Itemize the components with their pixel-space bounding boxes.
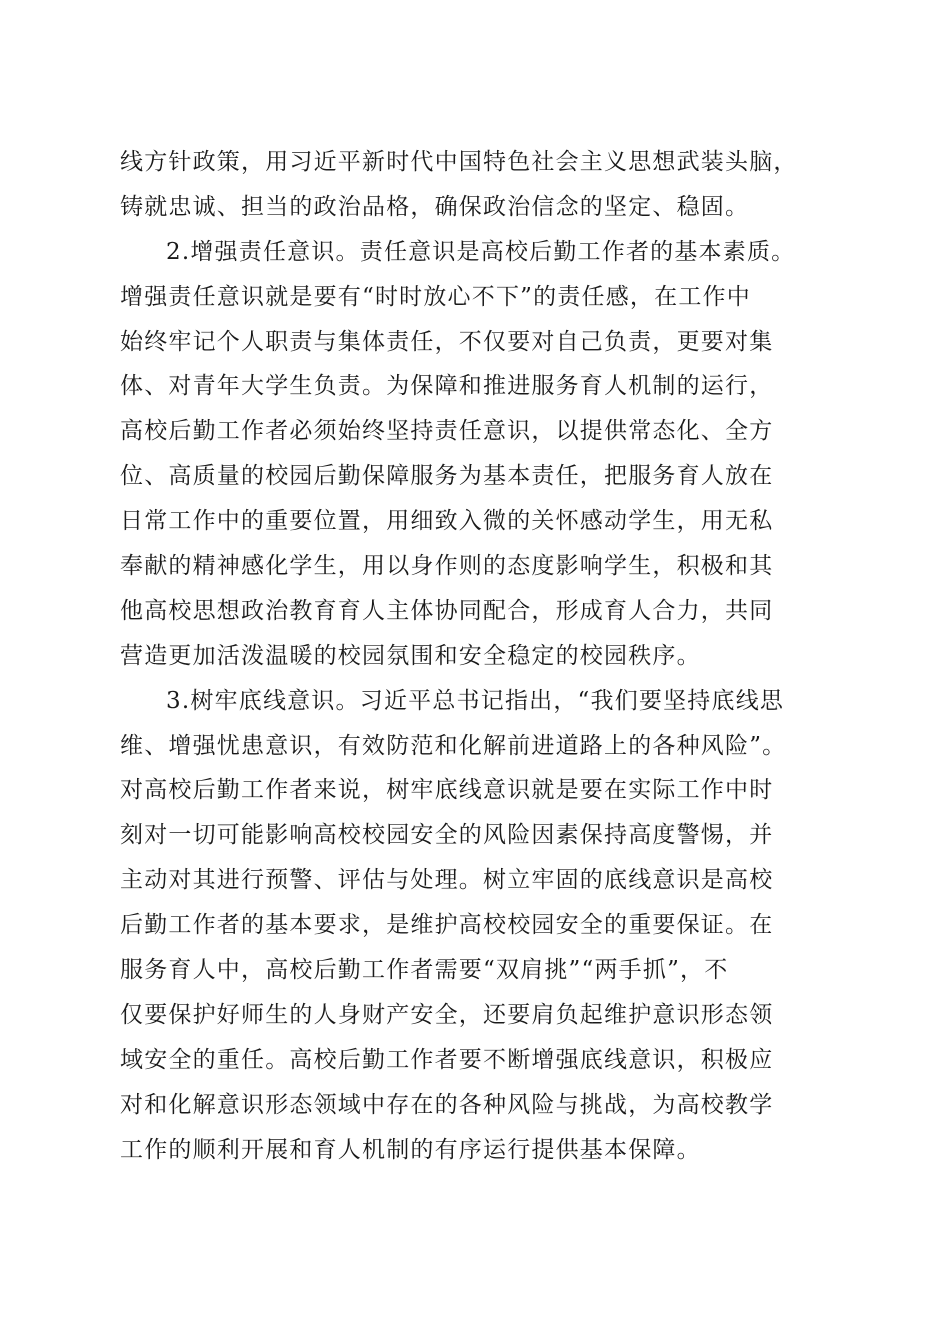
text-line: 增强责任意识就是要有“时时放心不下”的责任感，在工作中 xyxy=(120,283,751,310)
text-line: 位、高质量的校园后勤保障服务为基本责任，把服务育人放在 xyxy=(120,463,774,490)
text-line: 服务育人中，高校后勤工作者需要“双肩挑”“两手抓”，不 xyxy=(120,957,729,984)
text-line: 后勤工作者的基本要求，是维护高校校园安全的重要保证。在 xyxy=(120,912,774,939)
text-line: 体、对青年大学生负责。为保障和推进服务育人机制的运行， xyxy=(120,373,774,400)
text-line: 营造更加活泼温暖的校园氛围和安全稳定的校园秩序。 xyxy=(120,642,701,669)
section-heading-line: 2.增强责任意识。责任意识是高校后勤工作者的基本素质。 xyxy=(166,238,796,265)
text-line: 奉献的精神感化学生，用以身作则的态度影响学生，积极和其 xyxy=(120,553,774,580)
text-line: 铸就忠诚、担当的政治品格，确保政治信念的坚定、稳固。 xyxy=(120,193,750,220)
text-line: 始终牢记个人职责与集体责任，不仅要对自己负责，更要对集 xyxy=(120,328,774,355)
text-line: 线方针政策，用习近平新时代中国特色社会主义思想武装头脑， xyxy=(120,149,798,175)
body-text xyxy=(120,140,835,1172)
section-heading-line: 3.树牢底线意识。习近平总书记指出，“我们要坚持底线思 xyxy=(166,687,785,714)
text-line: 高校后勤工作者必须始终坚持责任意识，以提供常态化、全方 xyxy=(120,418,774,445)
text-line: 主动对其进行预警、评估与处理。树立牢固的底线意识是高校 xyxy=(120,867,774,894)
text-line: 他高校思想政治教育育人主体协同配合，形成育人合力，共同 xyxy=(120,597,774,624)
text-line: 域安全的重任。高校后勤工作者要不断增强底线意识，积极应 xyxy=(120,1046,774,1073)
text-line: 仅要保护好师生的人身财产安全，还要肩负起维护意识形态领 xyxy=(120,1001,774,1028)
text-line: 工作的顺利开展和育人机制的有序运行提供基本保障。 xyxy=(120,1136,701,1163)
text-line: 维、增强忧患意识，有效防范和化解前进道路上的各种风险”。 xyxy=(120,732,787,759)
text-line: 对和化解意识形态领域中存在的各种风险与挑战，为高校教学 xyxy=(120,1091,774,1118)
text-line: 刻对一切可能影响高校校园安全的风险因素保持高度警惕，并 xyxy=(120,822,774,849)
text-line: 日常工作中的重要位置，用细致入微的关怀感动学生，用无私 xyxy=(120,508,774,535)
text-line: 对高校后勤工作者来说，树牢底线意识就是要在实际工作中时 xyxy=(120,777,774,804)
